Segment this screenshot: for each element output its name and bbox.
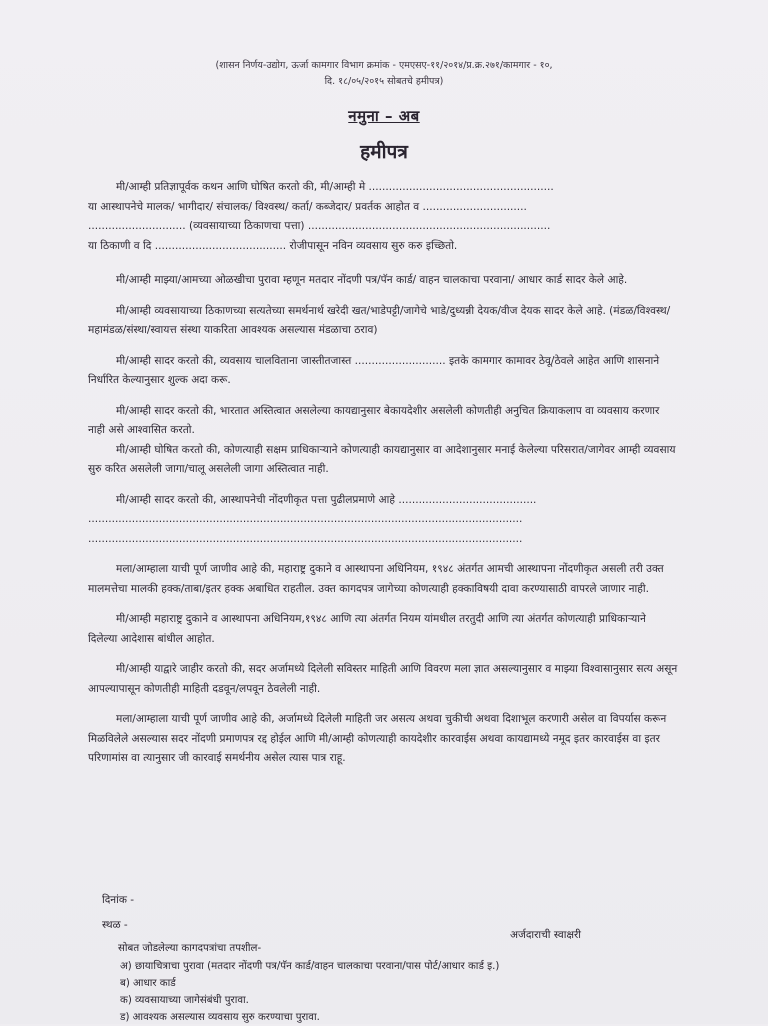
list-item: क) व्यवसायाच्या जागेसंबंधी पुरावा. xyxy=(120,995,249,1006)
header-line-1: (शासन निर्णय-उद्योग, ऊर्जा कामगार विभाग क्रमांक - एमएसए-११/२०१४/प्र.क्र.२७१/कामगार - १०, xyxy=(215,60,553,71)
paragraph-line: ................................................................................................................................. xyxy=(88,532,523,545)
paragraph-line: मी/आम्ही सादर करतो की, आस्थापनेची नोंदणीकृत पत्ता पुढीलप्रमाणे आहे ......................................... xyxy=(116,493,537,506)
government-resolution-header xyxy=(0,58,768,90)
form-subtitle: हमीपत्र xyxy=(360,141,408,163)
form-title: नमुना – अब xyxy=(348,107,420,125)
paragraph-workers: मी/आम्ही सादर करतो की, व्यवसाय चालविताना जास्तीतजास्त ........................... इतके कामगार कामावर ठेवू/ठेवले आहेत आणि शासनाने निर्धारित केल्यानुसार शुल्क अदा करू. xyxy=(88,354,660,386)
paragraph-lawful-activity: मी/आम्ही सादर करतो की, भारतात अस्तित्वात असलेल्या कायद्यानुसार बेकायदेशीर असलेली कोणतीही अनुचित क्रियाकलाप वा व्यवसाय करणार नाही असे आश्वासित करतो. xyxy=(88,404,660,436)
enclosure-list xyxy=(120,958,499,1026)
paragraph-declaration-intro xyxy=(88,178,678,198)
enclosure-title: सोबत जोडलेल्या कागदपत्रांचा तपशील- xyxy=(118,943,262,954)
date-place-fields xyxy=(102,888,134,938)
header-line-2: दि. १८/०५/२०१५ सोबतचे हमीपत्र) xyxy=(324,76,444,87)
paragraph-line: या ठिकाणी व दि ....................................... रोजीपासून नविन व्यवसाय सुरु करु इच्छितो. xyxy=(88,239,458,252)
paragraph-registered-address xyxy=(88,491,678,550)
place-label: स्थळ - xyxy=(102,919,128,931)
paragraph-liability: मला/आम्हाला याची पूर्ण जाणीव आहे की, अर्जामध्ये दिलेली माहिती जर असत्य अथवा चुकीची अथवा दिशाभूल करणारी असेल वा विपर्यास करून मिळविलेले असल्यास सदर नोंदणी प्रमाणपत्र रद्द होईल आणि मी/आम्ही कोणत्याही कायदेशीर कारवाईस अथवा कायद्यामध्ये नमूद इतर कारवाईस वा इतर परिणामांस वा त्यानुसार जी कारवाई समर्थनीय असेल त्यास पात्र राहू. xyxy=(88,713,667,764)
list-item: अ) छायाचित्राचा पुरावा (मतदार नोंदणी पत्र/पॅन कार्ड/वाहन चालकाचा परवाना/पास पोर्ट/आधार कार्ड इ.) xyxy=(120,961,500,972)
paragraph-prohibited-premises: मी/आम्ही घोषित करतो की, कोणत्याही सक्षम प्राधिकाऱ्याने कोणत्याही कायद्यानुसार वा आदेशानुसार मनाई केलेल्या परिसरात/जागेवर आम्ही व्यवसाय सुरु करित असलेली जागा/चालू असलेली जागा अस्तित्वात नाही. xyxy=(88,443,676,475)
paragraph-line: मी/आम्ही प्रतिज्ञापूर्वक कथन आणि घोषित करतो की, मी/आम्ही मे ....................................................... xyxy=(116,181,554,193)
paragraph-line: ............................. (व्यवसायाच्या ठिकाणचा पत्ता) ........................................................................ xyxy=(88,220,551,232)
paragraph-identity-proof: मी/आम्ही माझ्या/आमच्या ओळखीचा पुरावा म्हणून मतदार नोंदणी पत्र/पॅन कार्ड/ वाहन चालकाचा परवाना/ आधार कार्ड सादर केले आहे. xyxy=(116,274,628,286)
date-label: दिनांक - xyxy=(102,894,135,906)
list-item: ड) आवश्यक असल्यास व्यवसाय सुरु करण्याचा पुरावा. xyxy=(120,1012,320,1023)
applicant-signature-label: अर्जदाराची स्वाक्षरी xyxy=(510,929,582,941)
paragraph-premises-proof: मी/आम्ही व्यवसायाच्या ठिकाणच्या सत्यतेच्या समर्थनार्थ खरेदी खत/भाडेपट्टी/जागेचे भाडे/दुध्यन्नी देयक/वीज देयक सादर केले आहे. (मंडळ/विश्वस्थ/महामंडळ/संस्था/स्वायत्त संस्था याकरिता आवश्यक असल्यास मंडळाचा ठराव) xyxy=(88,304,671,336)
paragraph-line: ................................................................................................................................. xyxy=(88,513,523,525)
paragraph-line: या आस्थापनेचे मालक/ भागीदार/ संचालक/ विश्वस्थ/ कर्ता/ कब्जेदार/ प्रवर्तक आहोत व ............................... xyxy=(88,200,527,213)
declaration-body xyxy=(88,178,678,780)
list-item: ब) आधार कार्ड xyxy=(120,978,176,989)
paragraph-ownership-rights: मला/आम्हाला याची पूर्ण जाणीव आहे की, महाराष्ट्र दुकाने व आस्थापना अधिनियम, १९४८ अंतर्गत आमची आस्थापना नोंदणीकृत असली तरी उक्त मालमत्तेचा मालकी हक्क/ताबा/इतर हक्क अबाधित राहतील. उक्त कागदपत्र जागेच्या कोणत्याही हक्काविषयी दावा करण्यासाठी वापरले जाणार नाही. xyxy=(88,563,664,595)
paragraph-truthfulness: मी/आम्ही याद्वारे जाहीर करतो की, सदर अर्जामध्ये दिलेली सविस्तर माहिती आणि विवरण मला ज्ञात असल्यानुसार व माझ्या विश्वासानुसार सत्य असून आपल्यापासून कोणतीही माहिती दडवून/लपवून ठेवलेली नाही. xyxy=(88,663,678,695)
paragraph-act-compliance: मी/आम्ही महाराष्ट्र दुकाने व आस्थापना अधिनियम,१९४८ आणि त्या अंतर्गत नियम यांमधील तरतुदी आणि त्या अंतर्गत कोणत्याही प्राधिकाऱ्याने दिलेल्या आदेशास बांधील आहोत. xyxy=(88,613,646,645)
